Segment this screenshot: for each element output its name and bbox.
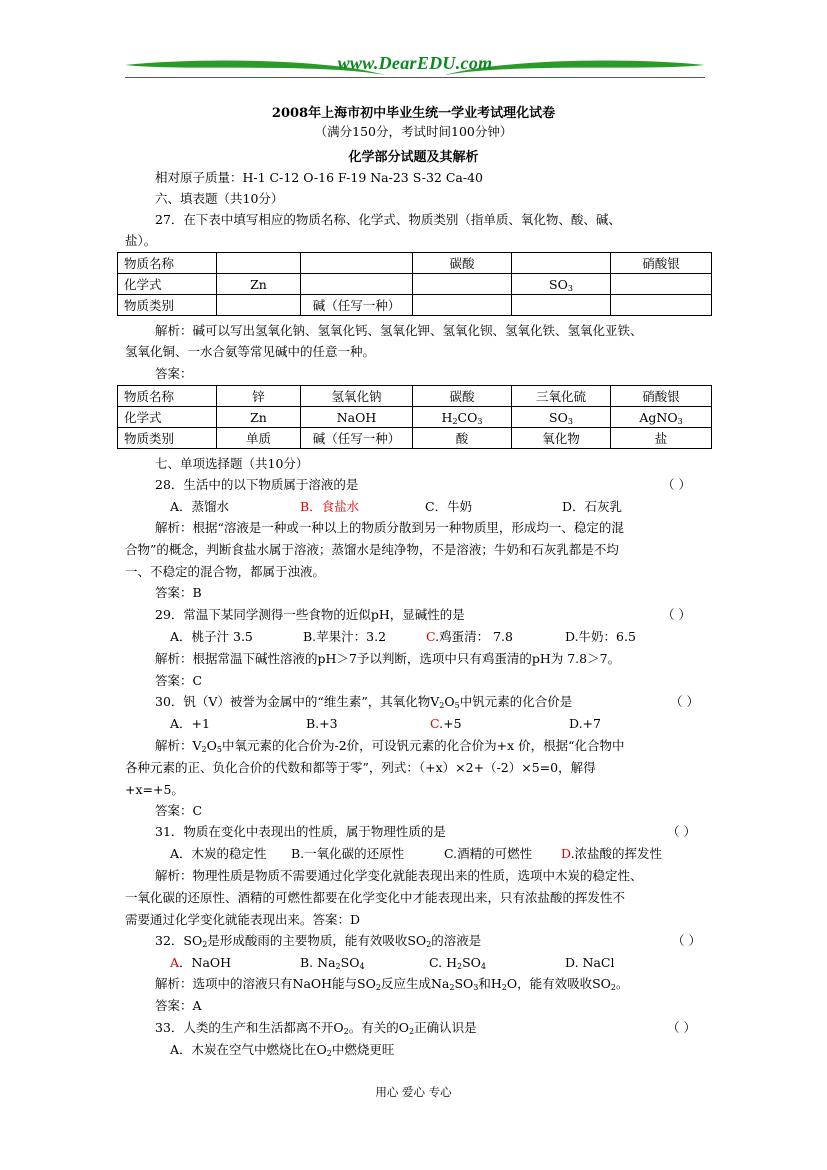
q29-option-c-text: .鸡蛋清： 7.8 [435, 629, 513, 644]
table-cell: 单质 [217, 428, 301, 449]
q33-option-a: A．木炭在空气中燃烧比在$O_2$中燃烧更旺 [170, 1042, 395, 1058]
section-7-heading: 七、单项选择题（共10分） [155, 456, 309, 471]
q31-analysis-3: 需要通过化学变化就能表现出来。答案：D [125, 912, 361, 927]
q29-answer: 答案：C [155, 673, 203, 688]
q31-option-d [561, 843, 662, 864]
table-row [118, 407, 712, 428]
q31-option-a: A．木炭的稳定性 [170, 846, 267, 861]
q27-text-cont: 盐）。 [125, 233, 157, 248]
q30-analysis-2: 各种元素的正、负化合价的代数和都等于零”，列式：（+x）×2+（-2）×5=0，解得 [125, 760, 596, 775]
q31-option-c: C.酒精的可燃性 [444, 846, 533, 861]
q27-question-table [117, 252, 712, 316]
q32-analysis: 解析：选项中的溶液只有NaOH能与$SO_2$反应生成$Na_2SO_3$和$H_2O$，能有效吸收$SO_2$。 [155, 976, 629, 992]
page-footer: 用心 爱心 专心 [375, 1085, 452, 1099]
table-cell: 三氧化硫 [512, 386, 611, 407]
q31-option-d-letter: D [561, 846, 571, 861]
q28-option-d: D．石灰乳 [562, 499, 623, 514]
table-cell [512, 253, 611, 274]
table-cell: 锌 [217, 386, 301, 407]
table-cell: 氧化物 [512, 428, 611, 449]
q30-option-a: A．+1 [170, 716, 210, 731]
table-cell: 硝酸银 [611, 253, 712, 274]
table-cell [413, 295, 512, 316]
q32-option-c: C. $H_2SO_4$ [429, 955, 486, 971]
q28-answer: 答案：B [155, 585, 202, 600]
table-cell: Zn [217, 274, 301, 295]
table-row [118, 386, 712, 407]
q29-bracket: （ ） [662, 607, 691, 622]
table-header: 物质名称 [118, 253, 217, 274]
q32-option-d: D. NaCl [565, 955, 615, 970]
table-cell: $SO_3$ [512, 407, 611, 428]
table-cell: 碱（任写一种） [301, 295, 413, 316]
q28-bracket: （ ） [662, 477, 691, 492]
q31-option-d-text: .浓盐酸的挥发性 [570, 846, 663, 861]
table-cell [217, 253, 301, 274]
q29-option-a: A．桃子汁 3.5 [170, 629, 253, 644]
q28-text: 28．生活中的以下物质属于溶液的是 [155, 477, 359, 492]
table-header: 物质名称 [118, 386, 217, 407]
q29-option-d: D.牛奶：6.5 [565, 629, 636, 644]
table-header: 物质类别 [118, 428, 217, 449]
q27-analysis-1: 解析：碱可以写出氢氧化钠、氢氧化钙、氢氧化钾、氢氧化钡、氢氧化铁、氢氧化亚铁、 [155, 323, 643, 338]
table-cell [413, 274, 512, 295]
table-cell: AgNO$_3$ [611, 407, 712, 428]
q32-bracket: （ ） [672, 933, 701, 948]
table-cell: 氢氧化钠 [301, 386, 413, 407]
table-cell [611, 295, 712, 316]
q31-text: 31．物质在变化中表现出的性质，属于物理性质的是 [155, 824, 446, 839]
q30-text-part2: 中钒元素的化合价是 [459, 694, 573, 709]
q30-answer: 答案：C [155, 803, 203, 818]
table-cell: 酸 [413, 428, 512, 449]
table-cell: $SO_3$ [512, 274, 611, 295]
q30-option-c [430, 713, 462, 734]
q27-text: 27．在下表中填写相应的物质名称、化学式、物质类别（指单质、氧化物、酸、碱、 [155, 212, 621, 227]
table-cell [301, 274, 413, 295]
q27-answer-table [117, 385, 712, 449]
q31-analysis-1: 解析：物理性质是物质不需要通过化学变化就能表现出来的性质，选项中木炭的稳定性、 [155, 868, 643, 883]
header-logo [125, 52, 705, 80]
q29-option-b: B.苹果汁：3.2 [303, 629, 387, 644]
q28-analysis-1: 解析：根据“溶液是一种或一种以上的物质分散到另一种物质里，形成均一、稳定的混 [155, 520, 624, 535]
exam-title: 2008年上海市初中毕业生统一学业考试理化试卷 [271, 106, 556, 121]
table-cell: 硝酸银 [611, 386, 712, 407]
table-cell [512, 295, 611, 316]
table-row [118, 295, 712, 316]
q32-answer: 答案：A [155, 998, 202, 1013]
table-cell [611, 274, 712, 295]
table-cell [301, 253, 413, 274]
q30-option-c-letter: C [430, 716, 440, 731]
q30-bracket: （ ） [670, 694, 699, 709]
q32-option-b: B. $Na_2SO_4$ [300, 955, 365, 971]
q27-answer-label: 答案： [155, 366, 193, 381]
table-cell: $H_2CO_3$ [413, 407, 512, 428]
q30-option-d: D.+7 [569, 716, 601, 731]
section-title: 化学部分试题及其解析 [348, 150, 479, 165]
q28-option-a: A．蒸馏水 [170, 499, 230, 514]
site-logo-text: www.DearEDU.com [337, 53, 493, 73]
q27-analysis-2: 氢氧化铜、一水合氨等常见碱中的任意一种。 [125, 344, 376, 359]
q29-option-c [426, 626, 513, 647]
q32-text: 32．$SO_2$是形成酸雨的主要物质，能有效吸收$SO_2$的溶液是 [155, 933, 482, 949]
table-cell: 碱（任写一种） [301, 428, 413, 449]
q29-option-c-letter: C [426, 629, 436, 644]
table-cell [217, 295, 301, 316]
atomic-mass-line: 相对原子质量：H-1 C-12 O-16 F-19 Na-23 S-32 Ca-40 [155, 170, 484, 185]
q30-analysis-3: +x=+5。 [125, 782, 184, 797]
section-6-heading: 六、填表题（共10分） [155, 191, 284, 206]
header-divider [125, 77, 705, 78]
table-header: 化学式 [118, 274, 217, 295]
q30-text: 30．钒（V）被誉为金属中的“维生素”，其氧化物$V_2O_5$中钒元素的化合价是 [155, 694, 573, 710]
q30-option-b: B.+3 [306, 716, 338, 731]
q28-analysis-2: 合物”的概念，判断食盐水属于溶液；蒸馏水是纯净物，不是溶液；牛奶和石灰乳都是不均 [125, 542, 619, 557]
q28-analysis-3: 一、不稳定的混合物，都属于浊液。 [125, 564, 326, 579]
table-header: 化学式 [118, 407, 217, 428]
q30-option-c-text: .+5 [439, 716, 462, 731]
table-cell: NaOH [301, 407, 413, 428]
table-cell: 碳酸 [413, 386, 512, 407]
table-row [118, 274, 712, 295]
q29-analysis: 解析：根据常温下碱性溶液的pH＞7予以判断，选项中只有鸡蛋清的pH为 7.8＞7。 [155, 651, 621, 666]
table-cell: 碳酸 [413, 253, 512, 274]
q32-option-a [170, 952, 231, 973]
q30-text-part1: 30．钒（V）被誉为金属中的“维生素”，其氧化物V [155, 694, 440, 709]
table-row [118, 428, 712, 449]
q29-text: 29．常温下某同学测得一些食物的近似pH，显碱性的是 [155, 607, 465, 622]
table-header: 物质类别 [118, 295, 217, 316]
q32-option-a-letter: A [170, 955, 180, 970]
q32-option-a-text: ．NaOH [179, 955, 232, 970]
q28-option-c: C．牛奶 [425, 499, 473, 514]
table-cell: Zn [217, 407, 301, 428]
q31-option-b: B.一氧化碳的还原性 [291, 846, 405, 861]
q31-analysis-2: 一氧化碳的还原性、酒精的可燃性都要在化学变化中才能表现出来，只有浓盐酸的挥发性不 [125, 890, 626, 905]
q28-option-b: B．食盐水 [300, 499, 360, 514]
exam-subtitle: （满分150分，考试时间100分钟） [314, 124, 513, 139]
q33-text: 33．人类的生产和生活都离不开$O_2$。有关的$O_2$正确认识是 [155, 1020, 477, 1036]
table-cell: 盐 [611, 428, 712, 449]
q30-analysis-1-text: 中氧元素的化合价为-2价，可设钒元素的化合价为+x 价，根据“化合物中 [221, 738, 625, 753]
table-row [118, 253, 712, 274]
q33-bracket: （ ） [667, 1020, 696, 1035]
q30-analysis-1: 解析：$V_2O_5$中氧元素的化合价为-2价，可设钒元素的化合价为+x 价，根据“化合物中 [155, 738, 625, 754]
q31-bracket: （ ） [667, 824, 696, 839]
